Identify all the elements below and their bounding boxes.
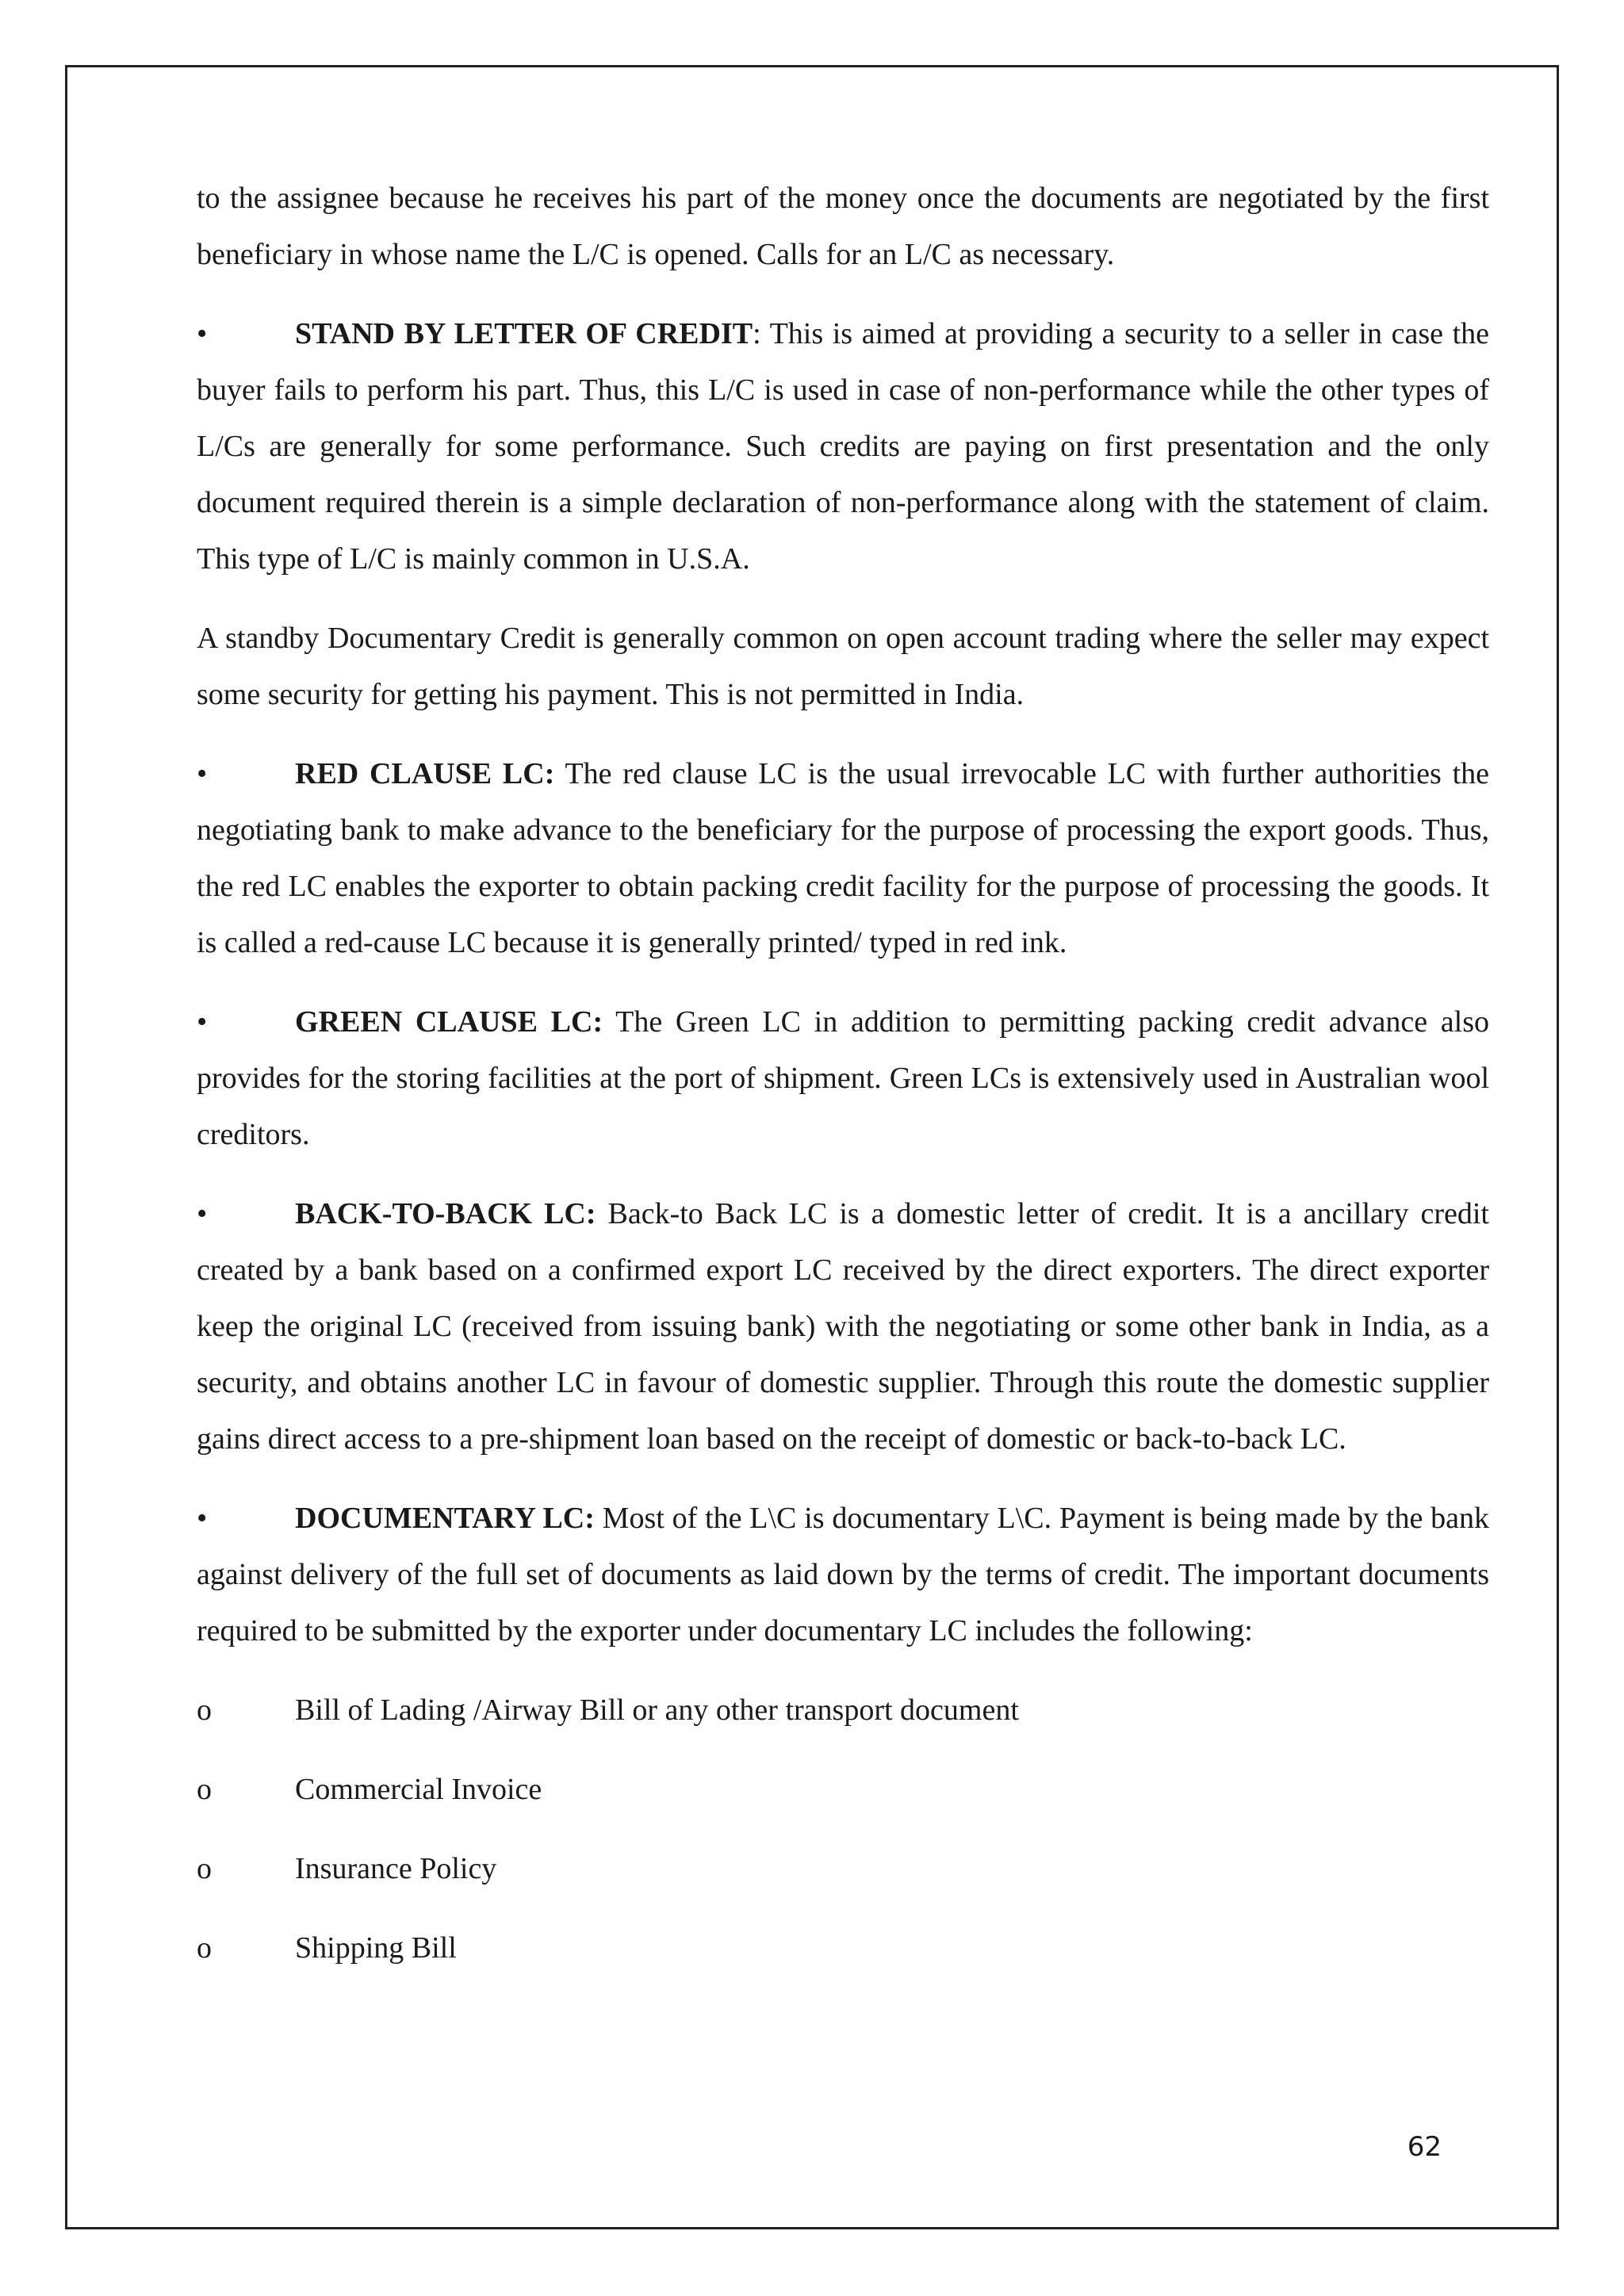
back-to-back-term: BACK-TO-BACK LC: bbox=[295, 1197, 596, 1230]
bullet-mark: • bbox=[197, 1005, 208, 1039]
standby-lc-term: STAND BY LETTER OF CREDIT bbox=[295, 317, 753, 350]
list-item-label: Shipping Bill bbox=[295, 1931, 457, 1965]
standby-note-paragraph: A standby Documentary Credit is generally common on open account trading where the seller may expect some security for getting his payment. This is not permitted in India. bbox=[197, 622, 1489, 711]
green-clause-text: The Green LC in addition to permitting packing credit advance also provides for the storing facilities at the port of shipment. Green LCs is extensively used in Australian wool creditors. bbox=[197, 1005, 1489, 1151]
bullet-mark: • bbox=[197, 757, 208, 790]
list-item bbox=[197, 1682, 1489, 1762]
list-mark: o bbox=[197, 1693, 212, 1727]
red-clause-paragraph bbox=[197, 746, 1489, 971]
list-mark: o bbox=[197, 1852, 212, 1885]
documentary-lc-term: DOCUMENTARY LC: bbox=[295, 1502, 595, 1535]
red-clause-text: The red clause LC is the usual irrevocable LC with further authorities the negotiating bank to make advance to the beneficiary for the purpose of processing the export goods. Thus, the red LC enables the exporter to obtain packing credit facility for the purpose of processing the goods. It is called a red-cause LC because it is generally printed/ typed in red ink. bbox=[197, 757, 1489, 959]
documents-list bbox=[197, 1682, 1489, 1999]
bullet-mark: • bbox=[197, 317, 208, 350]
intro-paragraph: to the assignee because he receives his part of the money once the documents are negotiated by the first beneficiary in whose name the L/C is opened. Calls for an L/C as necessary. bbox=[197, 182, 1489, 271]
list-item-label: Bill of Lading /Airway Bill or any other transport document bbox=[295, 1693, 1019, 1727]
list-mark: o bbox=[197, 1931, 212, 1965]
back-to-back-paragraph bbox=[197, 1186, 1489, 1468]
list-mark: o bbox=[197, 1773, 212, 1806]
page-content bbox=[197, 170, 1489, 1999]
standby-lc-paragraph bbox=[197, 306, 1489, 587]
bullet-mark: • bbox=[197, 1502, 208, 1535]
list-item bbox=[197, 1841, 1489, 1920]
list-item-label: Commercial Invoice bbox=[295, 1773, 542, 1806]
red-clause-term: RED CLAUSE LC: bbox=[295, 757, 555, 790]
list-item bbox=[197, 1920, 1489, 1999]
standby-lc-separator: : bbox=[753, 317, 761, 350]
green-clause-term: GREEN CLAUSE LC: bbox=[295, 1005, 603, 1039]
documentary-lc-paragraph bbox=[197, 1490, 1489, 1659]
list-item-label: Insurance Policy bbox=[295, 1852, 497, 1885]
bullet-mark: • bbox=[197, 1197, 208, 1230]
green-clause-paragraph bbox=[197, 994, 1489, 1163]
list-item bbox=[197, 1762, 1489, 1841]
documentary-lc-text: Most of the L\C is documentary L\C. Payment is being made by the bank against delivery of the full set of documents as laid down by the terms of credit. The important documents required to be submitted by the exporter under documentary LC includes the following: bbox=[197, 1502, 1489, 1647]
back-to-back-text: Back-to Back LC is a domestic letter of credit. It is a ancillary credit created by a bank based on a confirmed export LC received by the direct exporters. The direct exporter keep the original LC (received from issuing bank) with the negotiating or some other bank in India, as a security, and obtains another LC in favour of domestic supplier. Through this route the domestic supplier gains direct access to a pre-shipment loan based on the receipt of domestic or back-to-back LC. bbox=[197, 1197, 1489, 1456]
standby-lc-text: This is aimed at providing a security to a seller in case the buyer fails to perform his part. Thus, this L/C is used in case of non-performance while the other types of L/Cs are generally for some performance. Such credits are paying on first presentation and the only document required therein is a simple declaration of non-performance along with the statement of claim. This type of L/C is mainly common in U.S.A. bbox=[197, 317, 1489, 576]
page-number: 62 bbox=[1407, 2131, 1442, 2163]
